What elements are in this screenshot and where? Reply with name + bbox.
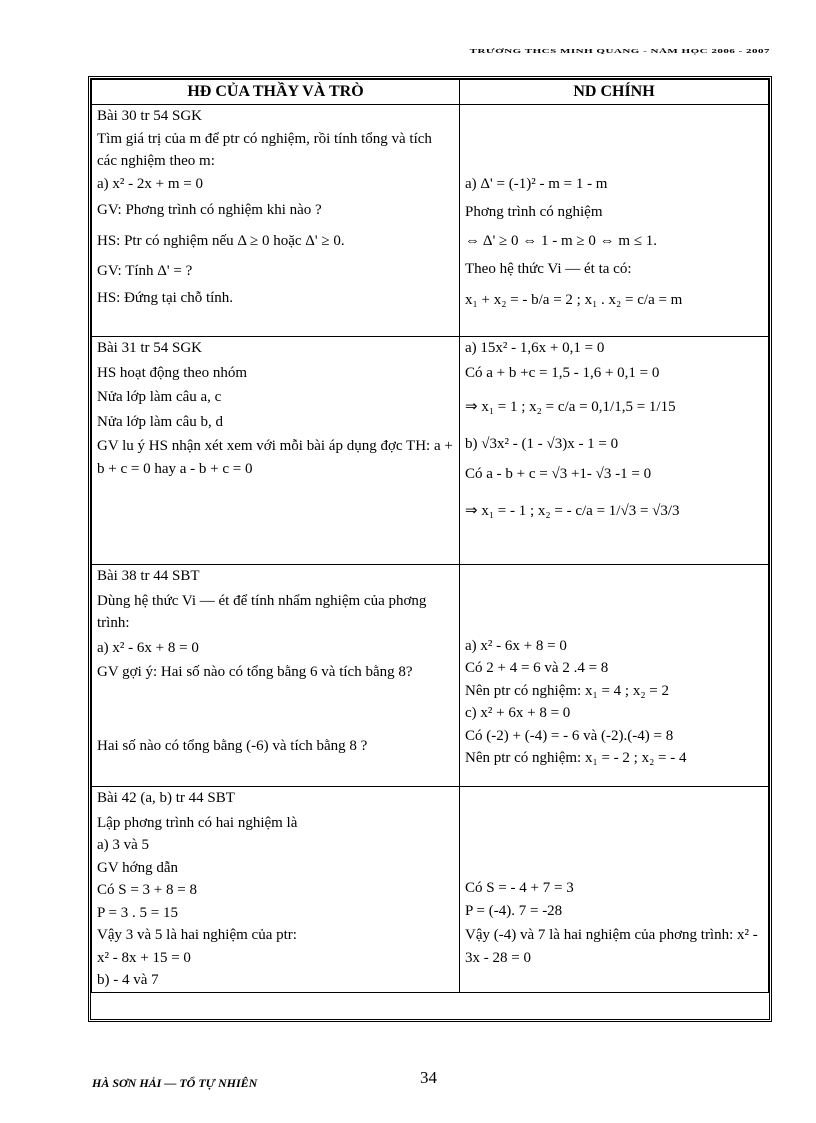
equation-line: ⇔ Δ' ≥ 0 ⇔ 1 - m ≥ 0 ⇔ m ≤ 1. — [465, 232, 658, 249]
equation-line: Có a - b + c = √3 +1- √3 -1 = 0 — [465, 466, 652, 482]
text-line: GV hớng dẫn — [97, 859, 178, 876]
row-content-cell — [460, 787, 769, 993]
row-activities-cell — [92, 787, 460, 993]
text-line: Vậy (-4) và 7 là hai nghiệm của phơng trình: x² - 3x - 28 = 0 — [465, 927, 758, 966]
text-line: Có (-2) + (-4) = - 6 và (-2).(-4) = 8 — [465, 727, 674, 744]
exercise-title: Bài 30 tr 54 SGK — [97, 108, 202, 124]
text-line: GV: Phơng trình có nghiệm khi nào ? — [97, 202, 322, 218]
table-row — [92, 337, 769, 565]
text-line: GV: Tính Δ' = ? — [97, 263, 193, 279]
exercise-title: Bài 38 tr 44 SBT — [97, 568, 200, 584]
lesson-table — [91, 79, 769, 993]
text-line: Theo hệ thức Vi — ét ta có: — [465, 261, 632, 277]
text-line: Tìm giá trị của m để ptr có nghiệm, rồi tính tổng và tích các nghiệm theo m: — [97, 130, 432, 169]
table-row — [92, 105, 769, 337]
exercise-title: Bài 42 (a, b) tr 44 SBT — [97, 790, 235, 806]
footer-author: HÀ SƠN HẢI — TỔ TỰ NHIÊN — [92, 1076, 258, 1090]
equation-line: Có a + b +c = 1,5 - 1,6 + 0,1 = 0 — [465, 364, 660, 381]
page-header: TRƯỜNG THCS MINH QUANG - NĂM HỌC 2006 - 2007 — [469, 48, 770, 55]
text-line: Dùng hệ thức Vi — ét để tính nhẩm nghiệm của phơng trình: — [97, 592, 427, 631]
table-header-row — [92, 80, 769, 105]
text-line: Phơng trình có nghiệm — [465, 204, 603, 220]
equation-line: ⇒ x₁ = - 1 ; x₂ = - c/a = 1/√3 = √3/3 — [465, 502, 680, 519]
row-content-cell — [460, 337, 769, 565]
text-line: Nửa lớp làm câu b, d — [97, 413, 224, 430]
equation-line: a) x² - 2x + m = 0 — [97, 175, 203, 192]
text-line: Có 2 + 4 = 6 và 2 .4 = 8 — [465, 660, 609, 676]
equation-line: a) x² - 6x + 8 = 0 — [465, 637, 567, 654]
row-activities-cell — [92, 565, 460, 787]
equation-line: c) x² + 6x + 8 = 0 — [465, 705, 571, 721]
row-activities-cell — [92, 105, 460, 337]
text-line: Lập phơng trình có hai nghiệm là — [97, 814, 298, 831]
equation-line: a) Δ' = (-1)² - m = 1 - m — [465, 175, 608, 192]
col-header-content: ND CHÍNH — [460, 80, 769, 105]
lesson-table-frame — [88, 76, 772, 1022]
equation-line: b) √3x² - (1 - √3)x - 1 = 0 — [465, 435, 619, 452]
text-line: GV lu ý HS nhận xét xem với mỗi bài áp dụng đợc TH: a + b + c = 0 hay a - b + c = 0 — [97, 438, 453, 477]
equation-line: x₁ + x₂ = - b/a = 2 ; x₁ . x₂ = c/a = m — [465, 291, 683, 308]
row-activities-cell — [92, 337, 460, 565]
equation-line: a) 15x² - 1,6x + 0,1 = 0 — [465, 340, 605, 356]
equation-line: x² - 8x + 15 = 0 — [97, 949, 191, 966]
text-line: HS: Ptr có nghiệm nếu Δ ≥ 0 hoặc Δ' ≥ 0. — [97, 232, 345, 249]
equation-line: a) x² - 6x + 8 = 0 — [97, 639, 199, 656]
text-line: Có S = - 4 + 7 = 3 — [465, 880, 574, 896]
row-content-cell — [460, 565, 769, 787]
text-line: P = 3 . 5 = 15 — [97, 904, 178, 921]
text-line: Có S = 3 + 8 = 8 — [97, 882, 197, 898]
text-line: a) 3 và 5 — [97, 837, 150, 853]
table-row — [92, 565, 769, 787]
text-line: b) - 4 và 7 — [97, 972, 159, 988]
text-line: HS hoạt động theo nhóm — [97, 364, 247, 381]
exercise-title: Bài 31 tr 54 SGK — [97, 340, 202, 356]
row-content-cell — [460, 105, 769, 337]
table-row — [92, 787, 769, 993]
text-line: HS: Đứng tại chỗ tính. — [97, 289, 234, 306]
text-line: P = (-4). 7 = -28 — [465, 902, 563, 919]
text-line: Nên ptr có nghiệm: x₁ = - 2 ; x₂ = - 4 — [465, 750, 687, 766]
text-line: Nửa lớp làm câu a, c — [97, 389, 222, 405]
text-line: Vậy 3 và 5 là hai nghiệm của ptr: — [97, 927, 297, 943]
text-line: Nên ptr có nghiệm: x₁ = 4 ; x₂ = 2 — [465, 682, 670, 699]
equation-line: ⇒ x₁ = 1 ; x₂ = c/a = 0,1/1,5 = 1/15 — [465, 399, 676, 415]
text-line: Hai số nào có tổng bằng (-6) và tích bằng 8 ? — [97, 737, 368, 754]
page-number: 34 — [420, 1068, 437, 1087]
col-header-activities: HĐ CỦA THẦY VÀ TRÒ — [92, 80, 460, 105]
text-line: GV gợi ý: Hai số nào có tổng bằng 6 và tích bằng 8? — [97, 664, 413, 680]
